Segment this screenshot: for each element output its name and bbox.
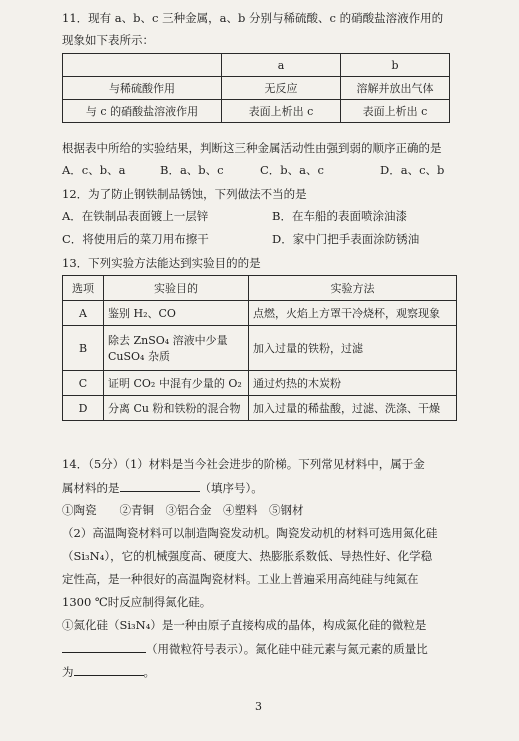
q11-option-c: C．b、a、c — [260, 163, 324, 177]
table-cell: 通过灼热的木炭粉 — [249, 371, 457, 396]
answer-blank[interactable] — [62, 640, 146, 653]
table-row — [63, 301, 457, 326]
q14-line2-text: 属材料的是 — [62, 481, 120, 495]
q14-line3: ①陶瓷 ②青铜 ③铝合金 ④塑料 ⑤钢材 — [62, 503, 304, 517]
table-cell: 选项 — [63, 276, 104, 301]
table-cell: B — [63, 326, 104, 371]
table-cell: 无反应 — [222, 77, 341, 100]
table-cell — [104, 326, 249, 371]
page-number: 3 — [255, 700, 262, 713]
q14-line7: 1300 ℃时反应制得氮化硅。 — [62, 595, 212, 609]
q13-table — [62, 275, 457, 421]
q12-option-b: B．在车船的表面喷涂油漆 — [272, 209, 407, 223]
table-cell: D — [63, 396, 104, 421]
table-row — [63, 326, 457, 371]
q11-stem-line3: 根据表中所给的实验结果，判断这三种金属活动性由强到弱的顺序正确的是 — [62, 141, 442, 155]
table-row — [63, 371, 457, 396]
table-cell: 与 c 的硝酸盐溶液作用 — [63, 100, 222, 123]
q14-line10-suffix: 。 — [143, 665, 155, 679]
q11-table — [62, 53, 450, 123]
table-cell: 实验目的 — [104, 276, 249, 301]
table-cell: 溶解并放出气体 — [341, 77, 450, 100]
q14-line6: 定性高，是一种很好的高温陶瓷材料。工业上普遍采用高纯硅与纯氮在 — [62, 572, 419, 586]
table-row — [63, 54, 450, 77]
table-row — [63, 396, 457, 421]
q12-stem: 12．为了防止钢铁制品锈蚀，下列做法不当的是 — [62, 187, 307, 201]
table-row — [63, 77, 450, 100]
table-cell: b — [341, 54, 450, 77]
table-cell: 表面上析出 c — [222, 100, 341, 123]
q13-stem: 13．下列实验方法能达到实验目的的是 — [62, 256, 261, 270]
q14-line2-suffix: （填序号）。 — [199, 481, 263, 495]
q12-option-c: C．将使用后的菜刀用布擦干 — [62, 232, 209, 246]
q11-option-b: B．a、b、c — [160, 163, 224, 177]
table-cell: A — [63, 301, 104, 326]
q14-line4: （2）高温陶瓷材料可以制造陶瓷发动机。陶瓷发动机的材料可选用氮化硅 — [62, 526, 438, 540]
table-cell — [63, 54, 222, 77]
table-cell: 证明 CO₂ 中混有少量的 O₂ — [104, 371, 249, 396]
q14-line10 — [62, 663, 155, 680]
table-row — [63, 100, 450, 123]
table-cell: 实验方法 — [249, 276, 457, 301]
table-cell: 与稀硫酸作用 — [63, 77, 222, 100]
q11-option-a: A．c、b、a — [62, 163, 126, 177]
q12-option-d: D．家中门把手表面涂防锈油 — [272, 232, 420, 246]
cell-line: CuSO₄ 杂质 — [108, 350, 170, 363]
table-cell: 点燃，火焰上方罩干冷烧杯，观察现象 — [249, 301, 457, 326]
q11-stem-line1: 11．现有 a、b、c 三种金属，a、b 分别与稀硫酸、c 的硝酸盐溶液作用的 — [62, 11, 444, 25]
q14-line9-text: （用微粒符号表示）。氮化硅中硅元素与氮元素的质量比 — [146, 642, 428, 656]
table-row — [63, 276, 457, 301]
answer-blank[interactable] — [120, 479, 200, 492]
table-cell: C — [63, 371, 104, 396]
q12-option-a: A．在铁制品表面镀上一层锌 — [62, 209, 209, 223]
q14-line2 — [62, 479, 263, 496]
answer-blank[interactable] — [74, 663, 144, 676]
cell-line: 除去 ZnSO₄ 溶液中少量 — [108, 334, 228, 347]
q14-line8: ①氮化硅（Si₃N₄）是一种由原子直接构成的晶体，构成氮化硅的微粒是 — [62, 618, 427, 632]
q14-line1: 14．（5分）（1）材料是当今社会进步的阶梯。下列常见材料中，属于金 — [62, 457, 425, 471]
table-cell: a — [222, 54, 341, 77]
table-cell: 表面上析出 c — [341, 100, 450, 123]
table-cell: 加入过量的稀盐酸，过滤、洗涤、干燥 — [249, 396, 457, 421]
table-cell: 鉴别 H₂、CO — [104, 301, 249, 326]
q14-line10-text: 为 — [62, 665, 74, 679]
table-cell: 分离 Cu 粉和铁粉的混合物 — [104, 396, 249, 421]
q11-stem-line2: 现象如下表所示： — [62, 33, 154, 47]
q14-line9 — [62, 640, 428, 657]
table-cell: 加入过量的铁粉，过滤 — [249, 326, 457, 371]
q14-line5: （Si₃N₄），它的机械强度高、硬度大、热膨胀系数低、导热性好、化学稳 — [62, 549, 433, 563]
q11-option-d: D．a、c、b — [380, 163, 445, 177]
